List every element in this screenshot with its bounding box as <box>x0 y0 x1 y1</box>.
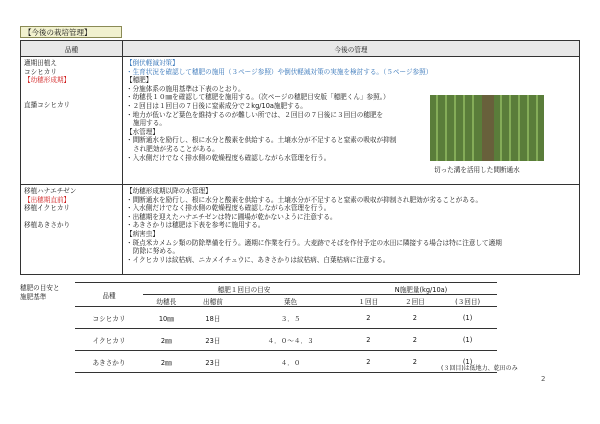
stage-label: 【出穂期直前】 <box>24 195 71 204</box>
text-line: ・間断通水を励行し、根に水分と酸素を供給する。土壌水分が不足すると窒素の吸収が抑制され肥効が劣ることがある。 <box>126 195 483 204</box>
text-line: 防除に努める。 <box>133 247 180 256</box>
variety-label: 移植ハナエチゼン <box>24 187 77 195</box>
variety-label: 移植イクヒカリ <box>24 204 71 213</box>
fertilizer-table <box>75 282 497 373</box>
text-line: ・入水側だけでなく排水側の乾燥程度も確認しながら水管理を行う。 <box>126 153 331 162</box>
cell: (1) <box>438 329 497 351</box>
cell: 2 <box>392 307 439 329</box>
cell: 23日 <box>190 351 237 373</box>
section-title: 【今後の栽培管理】 <box>20 26 122 38</box>
text-line: ・入水側だけでなく排水側の乾燥程度も確認しながら水管理を行う。 <box>126 204 331 213</box>
label-line: 施肥基準 <box>20 292 47 301</box>
text-line: ・地力が低いなど葉色を維持するのが難しい所では、２回目の７日後に３回目の穂肥を <box>126 110 384 119</box>
cell: 23日 <box>190 329 237 351</box>
cell: 2 <box>392 329 439 351</box>
cell: 2 <box>345 329 392 351</box>
row1-varieties <box>21 57 123 185</box>
page-number: 2 <box>541 375 546 383</box>
text-line: ・間断通水を励行し、根に水分と酸素を供給する。土壌水分が不足すると窒素の吸収が抑制 <box>126 136 397 145</box>
cell: 10㎜ <box>143 307 190 329</box>
table-row <box>75 307 497 329</box>
row2-management <box>123 185 580 275</box>
sub-header: (３回目) <box>438 295 497 307</box>
text-line: ・幼穂長１０㎜を確認して穂肥を施用する。（次ページの穂肥目安版「穂肥くん」参照。） <box>126 93 390 102</box>
cell: コシヒカリ <box>75 307 143 329</box>
sub-header: 幼穂長 <box>143 295 190 307</box>
text-line: ・２回目は１回目の７日後に窒素成分で２kg/10a施肥する。 <box>126 101 307 110</box>
heading-water-after: 【幼穂形成期以降の水管理】 <box>126 187 212 195</box>
sub-header-group1: 穂肥１回目の目安 <box>143 283 345 295</box>
text-line: され肥効が劣ることがある。 <box>133 144 219 153</box>
variety-label: コシヒカリ <box>24 67 57 76</box>
text-line: ・斑点米カメムシ類の防除準備を行う。適期に作業を行う。大麦跡でそばを作付予定の水田に隣接する場合は特に注意して適期 <box>126 238 502 247</box>
photo-caption: 切った溝を活用した間断通水 <box>434 166 520 174</box>
cell: 2 <box>345 307 392 329</box>
text-line: ・分施体系の施用基準は下表のとおり。 <box>126 84 245 93</box>
table-row <box>21 185 580 275</box>
heading-pests: 【病害虫】 <box>126 229 159 238</box>
stage-label: 【幼穂形成期】 <box>24 76 71 85</box>
sub-header: 葉色 <box>236 295 345 307</box>
sub-header: ２回目 <box>392 295 439 307</box>
heading-water: 【水管理】 <box>126 127 159 136</box>
cell: ３．５ <box>236 307 345 329</box>
heading-lodging: 【倒伏軽減対策】 <box>126 59 179 67</box>
variety-label: 移植あきさかり <box>24 220 71 229</box>
cell: ４．０ <box>236 351 345 373</box>
cell: あきさかり <box>75 351 143 373</box>
cell: (1) <box>438 307 497 329</box>
label-line: 穂肥の目安と <box>20 284 60 292</box>
fertilizer-section-label <box>20 284 60 301</box>
sub-header-variety: 品種 <box>75 283 143 307</box>
cell: イクヒカリ <box>75 329 143 351</box>
text-line: ・出穂期を迎えたハナエチゼンは特に圃場が乾かないように注意する。 <box>126 212 337 221</box>
paddy-photo <box>430 95 544 161</box>
variety-label: 直播コシヒカリ <box>24 100 71 109</box>
cell: 2㎜ <box>143 329 190 351</box>
text-line: ・あきさかりは穂肥は下表を参考に施用する。 <box>126 221 265 230</box>
row2-varieties <box>21 185 123 275</box>
sub-header-group2: N施肥量(kg/10a) <box>345 283 497 295</box>
header-variety: 品種 <box>21 41 123 57</box>
sub-header: 出穂前 <box>190 295 237 307</box>
cell: 18日 <box>190 307 237 329</box>
cell: 2 <box>392 351 439 373</box>
text-line: ・イクヒカリは紋枯病、ニカメイチュウに、あきさかりは紋枯病、白葉枯病に注意する。 <box>126 255 390 264</box>
sub-header: １回目 <box>345 295 392 307</box>
text-line: 施用する。 <box>133 119 166 128</box>
cell: (1) <box>438 351 497 373</box>
heading-panicle-fert: 【穂肥】 <box>126 76 153 85</box>
header-management: 今後の管理 <box>123 41 580 57</box>
table-header-row <box>21 41 580 57</box>
table-row <box>75 351 497 373</box>
cell: 2 <box>345 351 392 373</box>
variety-label: 適期田植え <box>24 59 57 67</box>
text-line: ・生育状況を確認して穂肥の施用（３ページ参照）や倒伏軽減対策の実施を検討する。（５ページ参照） <box>126 67 433 76</box>
cell: ４．０～４．３ <box>236 329 345 351</box>
footnote: (３回目)は低地力、乾田のみ <box>441 365 518 372</box>
table-row <box>75 329 497 351</box>
cell: 2㎜ <box>143 351 190 373</box>
